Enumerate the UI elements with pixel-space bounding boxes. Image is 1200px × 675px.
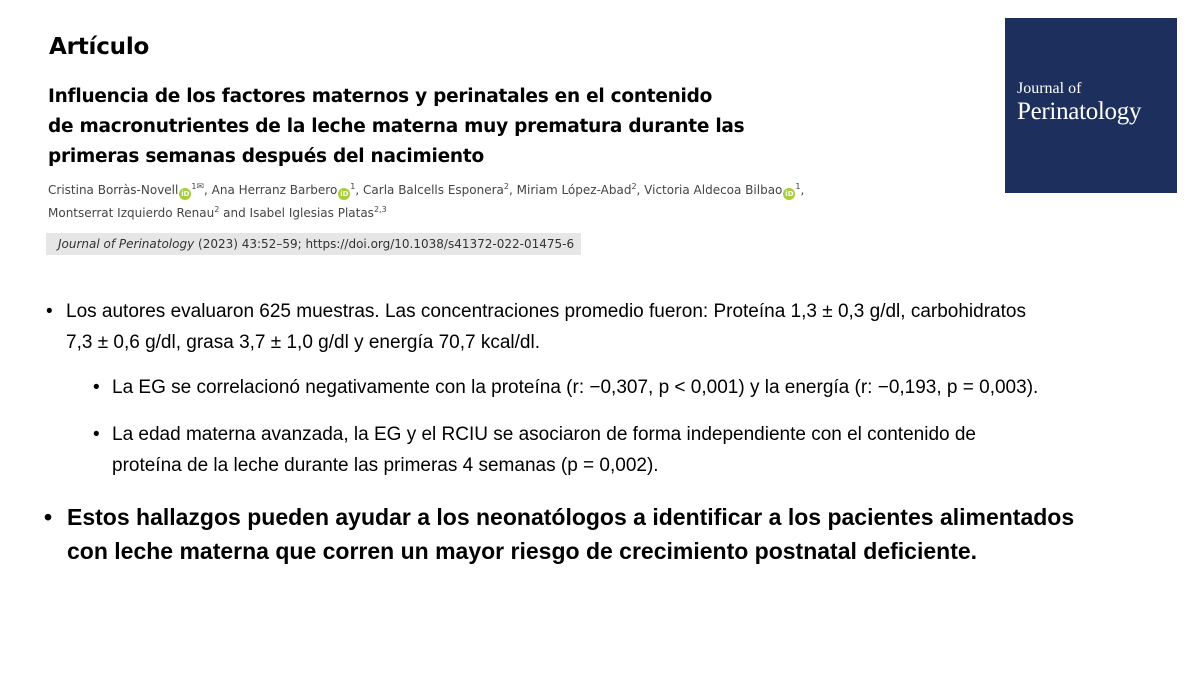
author-name: Victoria Aldecoa Bilbao — [644, 183, 783, 197]
orcid-icon[interactable]: iD — [181, 190, 190, 198]
bullet-item — [46, 296, 1166, 358]
title-line: de macronutrientes de la leche materna muy prematura durante las — [48, 116, 745, 137]
author-name: Cristina Borràs-Novell — [48, 183, 179, 197]
affiliation: 1 — [191, 182, 197, 191]
affiliation: 2 — [503, 182, 509, 191]
affiliation: 2 — [214, 205, 220, 214]
author-line: Cristina Borràs-Novell $iD^{1✉}$, Ana Herranz Barbero $iD^1$, Carla Balcells Esponera$^2$, Miriam López-Abad$^2$, Victoria Aldecoa Bilbao $iD^1$, — [48, 182, 805, 198]
sub-bullet-item — [93, 372, 1173, 403]
author-name: Montserrat Izquierdo Renau — [48, 206, 215, 220]
bullet-marker: • — [93, 424, 100, 445]
bullet-text: La EG se correlacionó negativamente con la proteína (r: −0,307, p < 0,001) y la energía (r: −0,193, p = 0,003). — [112, 377, 1039, 398]
orcid-icon[interactable]: iD — [785, 190, 794, 198]
citation-bar — [46, 233, 581, 255]
conclusion-bullet — [44, 500, 1174, 568]
author-name: Isabel Iglesias Platas — [249, 206, 374, 220]
affiliation: 2 — [631, 182, 637, 191]
affiliation: 1 — [350, 182, 356, 191]
logo-line: Perinatology — [1017, 98, 1142, 125]
bullet-text: Los autores evaluaron 625 muestras. Las concentraciones promedio fueron: Proteína 1,3 ± 0,3 g/dl, carbohidratos — [66, 301, 1026, 322]
article-title — [48, 82, 868, 172]
bullet-marker: • — [44, 504, 53, 530]
title-line: primeras semanas después del nacimiento — [48, 146, 484, 167]
author-name: Carla Balcells Esponera — [363, 183, 504, 197]
citation-journal: Journal of Perinatology — [58, 237, 195, 251]
bullet-text: 7,3 ± 0,6 g/dl, grasa 3,7 ± 1,0 g/dl y energía 70,7 kcal/dl. — [66, 332, 540, 353]
bullet-text: La edad materna avanzada, la EG y el RCIU se asociaron de forma independiente con el contenido de — [112, 424, 976, 445]
orcid-icon[interactable]: iD — [340, 190, 349, 198]
affiliation: 1 — [795, 182, 801, 191]
bullet-marker: • — [93, 377, 100, 398]
author-list — [48, 177, 878, 223]
sub-bullet-item — [93, 419, 1093, 481]
bullet-text: Estos hallazgos pueden ayudar a los neonatólogos a identificar a los pacientes alimentados — [67, 504, 1075, 530]
title-line: Influencia de los factores maternos y perinatales en el contenido — [48, 86, 713, 107]
author-name: Ana Herranz Barbero — [211, 183, 338, 197]
logo-line: Journal of — [1017, 80, 1082, 97]
bullet-text: proteína de la leche durante las primeras 4 semanas (p = 0,002). — [112, 455, 659, 476]
bullet-marker: • — [46, 301, 53, 322]
mail-icon[interactable]: ✉ — [196, 182, 204, 192]
journal-logo — [1005, 18, 1177, 193]
bullet-text: con leche materna que corren un mayor riesgo de crecimiento postnatal deficiente. — [67, 538, 978, 564]
author-conjunction: and — [223, 206, 246, 220]
author-line — [48, 200, 878, 223]
section-label: Artículo — [49, 34, 150, 60]
author-name: Miriam López-Abad — [516, 183, 632, 197]
affiliation: 2,3 — [373, 205, 387, 214]
citation-details[interactable]: (2023) 43:52–59; https://doi.org/10.1038/s41372-022-01475-6 — [194, 237, 575, 251]
